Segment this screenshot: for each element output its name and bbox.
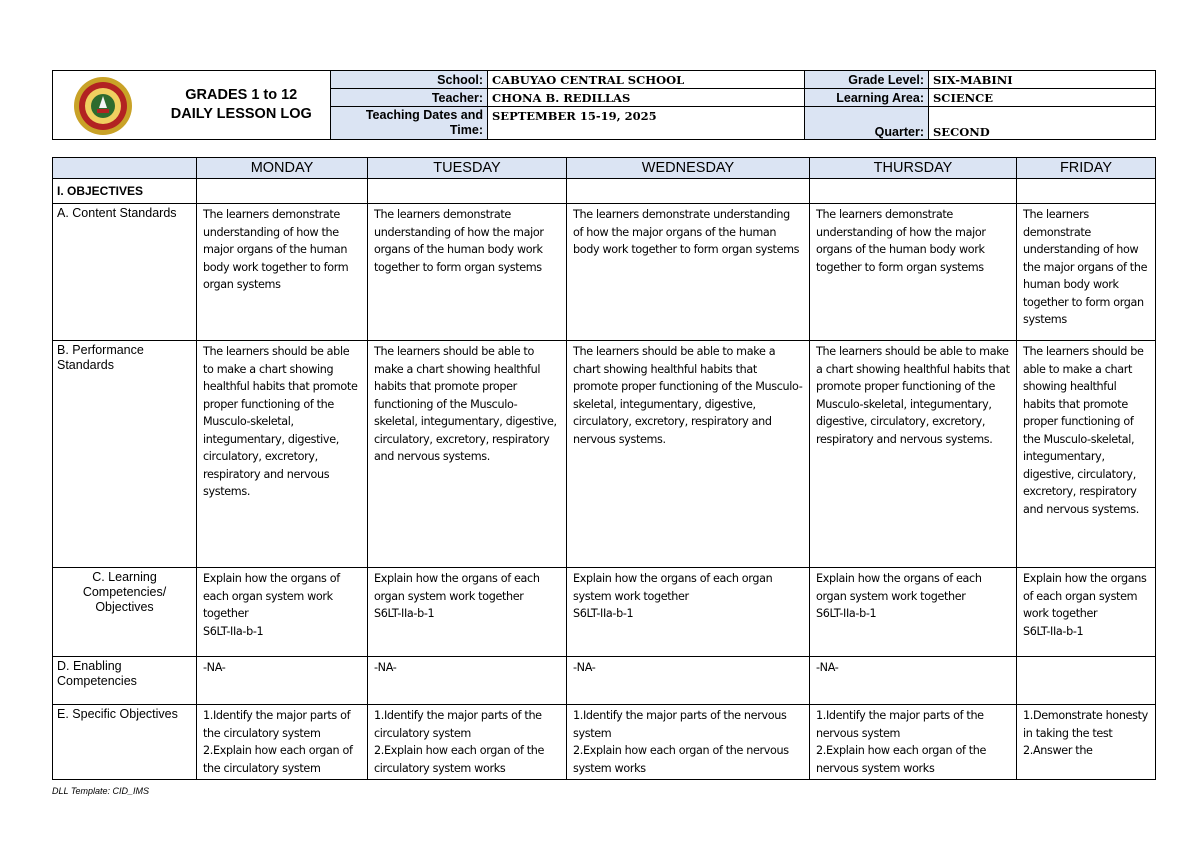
table-cell: -NA- [567,657,810,705]
table-cell: The learners demonstrate understanding of how the major organs of the human body work together to form organ systems [810,204,1017,341]
objectives-empty-cell [368,179,567,204]
table-cell: The learners should be able to make a chart showing healthful habits that promote proper functioning of the Musculo-skeletal, integumentary, digestive, circulatory, excretory, respiratory and nervous systems. [368,341,567,568]
day-header-tuesday: TUESDAY [368,158,567,179]
quarter-label: Quarter: [805,107,929,140]
corner-cell [53,158,197,179]
table-cell: The learners demonstrate understanding of how the major organs of the human body work together to form organ systems [368,204,567,341]
template-footer: DLL Template: CID_IMS [52,786,150,796]
row-label-content-standards: A. Content Standards [53,204,197,341]
table-cell: 1.Identify the major parts of the nervous system 2.Explain how each organ of the nervous system works [567,705,810,780]
grade-label: Grade Level: [805,71,929,89]
table-cell: -NA- [368,657,567,705]
teacher-value: CHONA B. REDILLAS [488,89,805,107]
row-label-enabling-competencies: D. Enabling Competencies [53,657,197,705]
table-cell: 1.Identify the major parts of the nervous system 2.Explain how each organ of the nervous system works [810,705,1017,780]
table-cell: The learners should be able to make a chart showing healthful habits that promote proper functioning of the Musculo-skeletal, integumentary, digestive, circulatory, excretory, respiratory and nervous systems. [567,341,810,568]
lesson-log-table [52,157,1156,780]
table-cell: Explain how the organs of each organ system work together S6LT-IIa-b-1 [368,568,567,657]
table-cell: The learners should be able to make a chart showing healthful habits that promote proper functioning of the Musculo-skeletal, integumentary, digestive, circulatory, excretory, respiratory and nervous systems. [197,341,368,568]
table-cell: Explain how the organs of each organ system work together S6LT-IIa-b-1 [567,568,810,657]
row-label-specific-objectives: E. Specific Objectives [53,705,197,780]
row-label-learning-competencies: C. Learning Competencies/ Objectives [53,568,197,657]
teacher-label: Teacher: [331,89,488,107]
table-cell: The learners should be able to make a chart showing healthful habits that promote proper functioning of the Musculo-skeletal, integumentary, digestive, circulatory, excretory, respiratory and nervous systems. [1017,341,1156,568]
row-label-performance-standards: B. Performance Standards [53,341,197,568]
table-cell: Explain how the organs of each organ system work together S6LT-IIa-b-1 [1017,568,1156,657]
table-cell: The learners demonstrate understanding of how the major organs of the human body work together to form organ systems [567,204,810,341]
dates-label: Teaching Dates and Time: [331,107,488,140]
table-cell: The learners demonstrate understanding of how the major organs of the human body work together to form organ systems [197,204,368,341]
header-table [52,70,1156,140]
day-header-wednesday: WEDNESDAY [567,158,810,179]
table-cell: The learners demonstrate understanding of how the major organs of the human body work together to form organ systems [1017,204,1156,341]
school-label: School: [331,71,488,89]
day-header-thursday: THURSDAY [810,158,1017,179]
objectives-heading: I. OBJECTIVES [53,179,197,204]
area-label: Learning Area: [805,89,929,107]
table-cell: Explain how the organs of each organ system work together S6LT-IIa-b-1 [810,568,1017,657]
objectives-empty-cell [567,179,810,204]
objectives-empty-cell [197,179,368,204]
table-cell: -NA- [197,657,368,705]
deped-seal-icon [73,76,133,136]
table-cell: Explain how the organs of each organ system work together S6LT-IIa-b-1 [197,568,368,657]
title-line1: GRADES 1 to 12 [185,87,298,103]
logo-cell [53,71,153,140]
table-cell: 1.Identify the major parts of the circulatory system 2.Explain how each organ of the circulatory system [197,705,368,780]
quarter-value: SECOND [929,107,1156,140]
day-header-friday: FRIDAY [1017,158,1156,179]
table-cell: -NA- [810,657,1017,705]
day-header-monday: MONDAY [197,158,368,179]
table-cell: 1.Demonstrate honesty in taking the test 2.Answer the [1017,705,1156,780]
grade-value: SIX-MABINI [929,71,1156,89]
table-cell: 1.Identify the major parts of the circulatory system 2.Explain how each organ of the circulatory system works [368,705,567,780]
title-line2: DAILY LESSON LOG [170,106,312,122]
table-cell: The learners should be able to make a chart showing healthful habits that promote proper functioning of the Musculo-skeletal, integumentary, digestive, circulatory, excretory, respiratory and nervous systems. [810,341,1017,568]
school-value: CABUYAO CENTRAL SCHOOL [488,71,805,89]
objectives-empty-cell [1017,179,1156,204]
objectives-empty-cell [810,179,1017,204]
area-value: SCIENCE [929,89,1156,107]
dates-value: SEPTEMBER 15-19, 2025 [488,107,805,140]
table-cell [1017,657,1156,705]
dll-title [153,71,331,140]
